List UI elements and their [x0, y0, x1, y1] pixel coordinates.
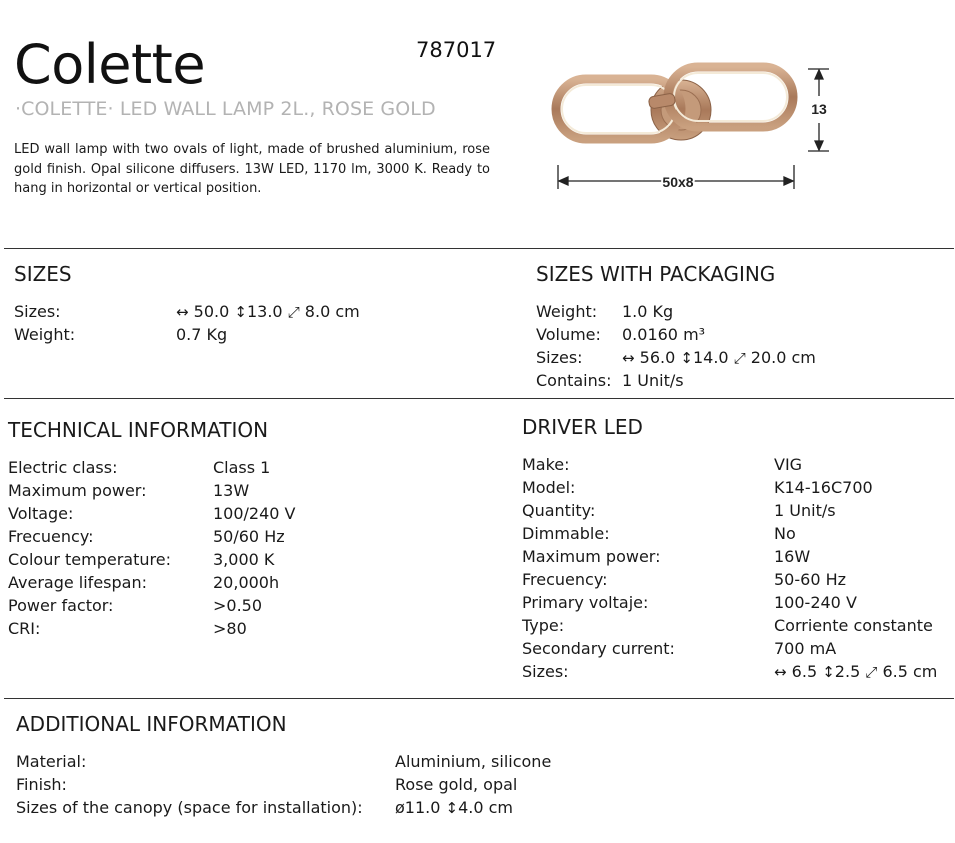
packaging-sizes-value: [622, 346, 816, 370]
technical-table: [8, 456, 488, 640]
technical-row: [8, 594, 488, 617]
driver-sizes-row: [522, 660, 950, 683]
driver-label: Secondary current:: [522, 639, 675, 658]
driver-value: 700 mA: [774, 639, 837, 658]
driver-row: [522, 545, 950, 568]
additional-heading: ADDITIONAL INFORMATION: [16, 712, 287, 736]
canopy-diameter: ø11.0: [395, 798, 441, 817]
material-label: Material:: [16, 752, 87, 771]
technical-label: CRI:: [8, 619, 41, 638]
driver-row: [522, 522, 950, 545]
sizes-label: Sizes:: [14, 302, 61, 321]
weight-label: Weight:: [14, 325, 76, 344]
height-arrow-icon: ↕: [822, 663, 835, 681]
driver-value: No: [774, 524, 796, 543]
height-arrow-icon: ↕: [445, 799, 459, 817]
driver-row: [522, 614, 950, 637]
packaging-weight-value: 1.0 Kg: [622, 302, 674, 321]
technical-label: Voltage:: [8, 504, 74, 523]
product-reference: 787017: [416, 38, 497, 62]
driver-table: [522, 453, 950, 683]
driver-value: Corriente constante: [774, 616, 933, 635]
driver-label: Model:: [522, 478, 576, 497]
driver-sizes-label: Sizes:: [522, 662, 569, 681]
driver-sizes-depth: 6.5 cm: [882, 662, 938, 681]
driver-value: VIG: [774, 455, 803, 474]
width-arrow-icon: ↔: [622, 349, 635, 367]
driver-row: [522, 476, 950, 499]
lamp-image: [556, 67, 793, 140]
packaging-volume-value: 0.0160 m³: [622, 325, 706, 344]
sizes-width: 50.0: [193, 302, 230, 321]
driver-heading: DRIVER LED: [522, 415, 643, 439]
driver-row: [522, 568, 950, 591]
technical-label: Power factor:: [8, 596, 114, 615]
canopy-height: 4.0 cm: [458, 798, 514, 817]
sizes-height: 13.0: [246, 302, 283, 321]
technical-value: 100/240 V: [213, 504, 296, 523]
divider-2: [4, 398, 954, 399]
technical-value: Class 1: [213, 458, 271, 477]
product-title: Colette: [14, 33, 206, 96]
lamp-dimension-drawing: [548, 55, 838, 205]
product-description: LED wall lamp with two ovals of light, made of brushed aluminium, rose gold finish. Opal silicone diffusers. 13W LED, 1170 lm, 3000 K. Ready to hang in horizontal or vertical position.: [14, 142, 490, 196]
technical-value: 13W: [213, 481, 250, 500]
depth-arrow-icon: ⤢: [865, 663, 878, 681]
technical-label: Average lifespan:: [8, 573, 147, 592]
driver-label: Frecuency:: [522, 570, 608, 589]
technical-row: [8, 525, 488, 548]
packaging-contains-value: 1 Unit/s: [622, 371, 684, 390]
driver-label: Quantity:: [522, 501, 596, 520]
divider-1: [4, 248, 954, 249]
finish-value: Rose gold, opal: [395, 775, 518, 794]
height-arrow-icon: ↕: [234, 303, 247, 321]
technical-value: 20,000h: [213, 573, 280, 592]
driver-value: 1 Unit/s: [774, 501, 836, 520]
driver-value: 50-60 Hz: [774, 570, 847, 589]
finish-label: Finish:: [16, 775, 67, 794]
packaging-contains-label: Contains:: [536, 371, 612, 390]
driver-row: [522, 453, 950, 476]
technical-row: [8, 571, 488, 594]
driver-row: [522, 499, 950, 522]
driver-value: 16W: [774, 547, 811, 566]
packaging-heading: SIZES WITH PACKAGING: [536, 262, 776, 286]
driver-label: Dimmable:: [522, 524, 610, 543]
driver-sizes-height: 2.5: [834, 662, 861, 681]
driver-label: Maximum power:: [522, 547, 661, 566]
packaging-sizes-depth: 20.0 cm: [750, 348, 816, 367]
divider-3: [4, 698, 954, 699]
technical-row: [8, 502, 488, 525]
driver-row: [522, 591, 950, 614]
technical-row: [8, 456, 488, 479]
driver-value: 100-240 V: [774, 593, 857, 612]
width-arrow-icon: ↔: [176, 303, 189, 321]
material-value: Aluminium, silicone: [395, 752, 552, 771]
weight-value: 0.7 Kg: [176, 325, 228, 344]
technical-value: 50/60 Hz: [213, 527, 285, 546]
depth-arrow-icon: ⤢: [733, 349, 746, 367]
technical-value: >80: [213, 619, 247, 638]
height-dimension-label: 13: [811, 101, 827, 117]
driver-sizes-value: [774, 660, 937, 684]
packaging-volume-label: Volume:: [536, 325, 601, 344]
technical-label: Electric class:: [8, 458, 118, 477]
driver-value: K14-16C700: [774, 478, 873, 497]
width-dimension-label: 50x8: [662, 174, 694, 190]
canopy-label: Sizes of the canopy (space for installation):: [16, 798, 363, 817]
technical-label: Colour temperature:: [8, 550, 171, 569]
driver-sizes-width: 6.5: [791, 662, 818, 681]
sizes-heading: SIZES: [14, 262, 72, 286]
packaging-sizes-height: 14.0: [692, 348, 729, 367]
technical-label: Maximum power:: [8, 481, 147, 500]
width-arrow-icon: ↔: [774, 663, 787, 681]
technical-row: [8, 617, 488, 640]
packaging-sizes-width: 56.0: [639, 348, 676, 367]
sizes-depth: 8.0 cm: [304, 302, 360, 321]
driver-label: Primary voltaje:: [522, 593, 649, 612]
sizes-value: [176, 300, 360, 324]
technical-value: >0.50: [213, 596, 263, 615]
driver-row: [522, 637, 950, 660]
driver-label: Type:: [522, 616, 565, 635]
height-arrow-icon: ↕: [680, 349, 693, 367]
technical-heading: TECHNICAL INFORMATION: [8, 418, 269, 442]
technical-row: [8, 548, 488, 571]
depth-arrow-icon: ⤢: [287, 303, 300, 321]
technical-value: 3,000 K: [213, 550, 275, 569]
technical-row: [8, 479, 488, 502]
packaging-sizes-label: Sizes:: [536, 348, 583, 367]
product-subtitle: ·COLETTE· LED WALL LAMP 2L., ROSE GOLD: [15, 98, 436, 120]
driver-label: Make:: [522, 455, 570, 474]
packaging-weight-label: Weight:: [536, 302, 598, 321]
technical-label: Frecuency:: [8, 527, 94, 546]
canopy-value: [395, 796, 513, 820]
